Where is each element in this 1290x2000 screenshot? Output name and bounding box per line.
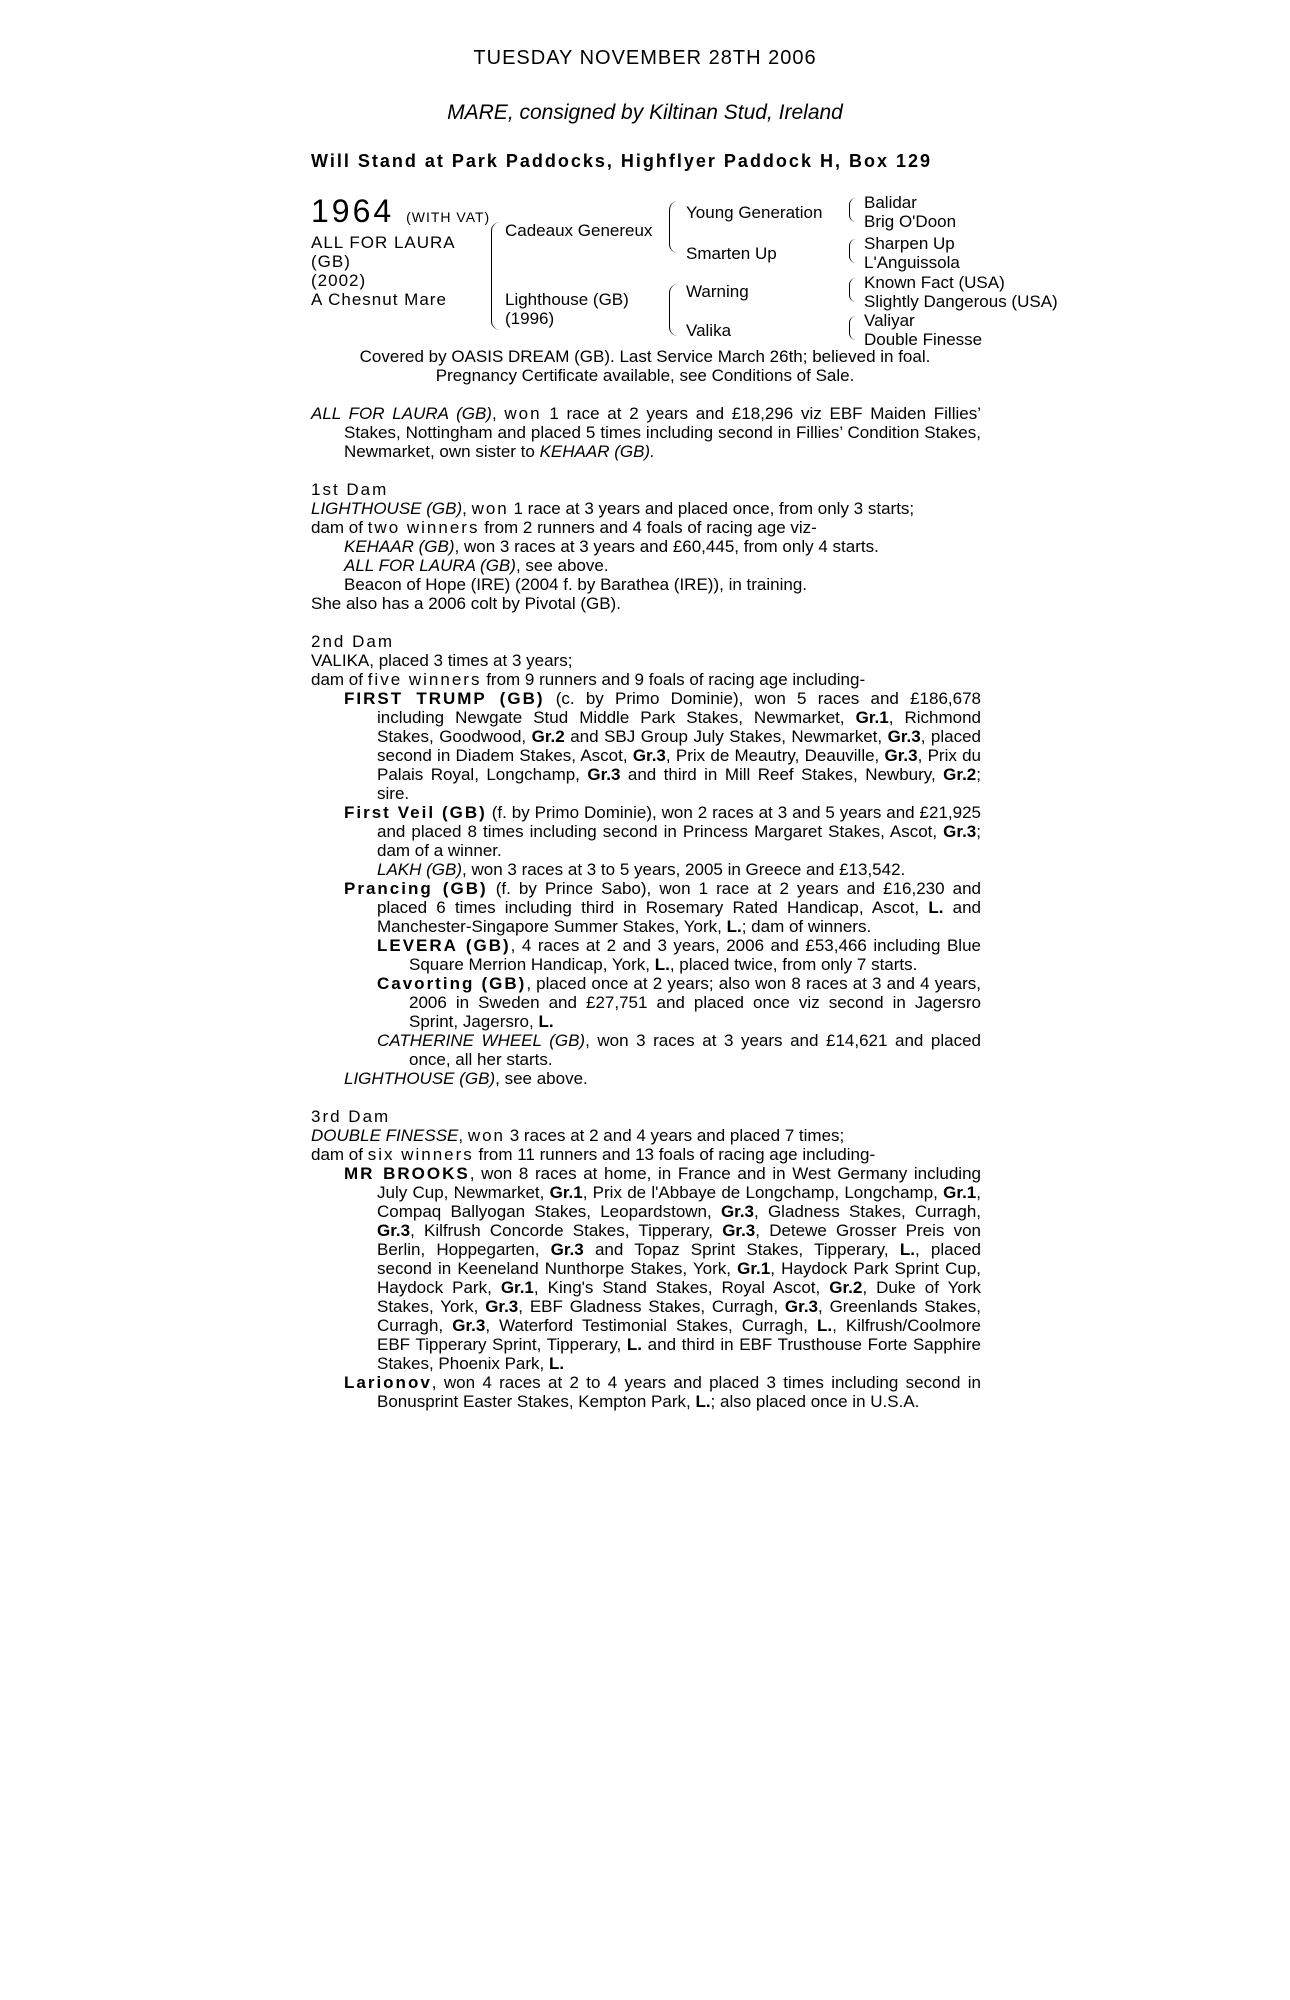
produce-text: , EBF Gladness Stakes, Curragh, [518,1297,785,1316]
produce-text: and Topaz Sprint Stakes, Tipperary, [583,1240,900,1259]
pedigree-dam-dam: Valika [686,321,732,340]
first-dam-dam-of: dam of [311,518,368,537]
produce-lighthouse [311,1069,981,1088]
produce-text: ; also placed once in U.S.A. [710,1392,920,1411]
produce-text: , Richmond Stakes, Goodwood, [377,708,981,746]
first-dam-produce-2 [311,556,981,575]
pedigree-dam-year: (1996) [505,309,555,328]
pedigree-gen3-4: L'Anguissola [864,253,960,272]
third-dam-name: DOUBLE FINESSE [311,1126,459,1145]
produce-text: , Gladness Stakes, Curragh, [754,1202,982,1221]
intro-sister: KEHAAR (GB). [539,442,655,461]
grade: Gr.3 [550,1240,584,1259]
produce-text: , placed once at 2 years; also won 8 races at 3 and 4 years, 2006 in Sweden and £27,751 and placed once viz second in Jagersro Sprint, Jagersro, [409,974,982,1031]
third-dam-dam-of: dam of [311,1145,368,1164]
grade: Gr.3 [377,1221,411,1240]
covered-note [0,347,1290,385]
produce-name: ALL FOR LAURA (GB) [344,556,516,575]
produce-name: LEVERA (GB) [377,936,511,955]
first-dam-record: 1 race at 3 years and placed once, from only 3 starts; [508,499,915,518]
second-dam-heading: 2nd Dam [311,632,394,651]
produce-name: CATHERINE WHEEL (GB) [377,1031,586,1050]
listed: L. [654,955,670,974]
pedigree-gen3-2: Brig O'Doon [864,212,957,231]
third-dam-line: DOUBLE FINESSE, won 3 races at 2 and 4 years and placed 7 times; [311,1126,845,1145]
grade: Gr.1 [500,1278,534,1297]
consignment-line: MARE, consigned by Kiltinan Stud, Ireland [447,101,843,124]
produce-catherine-wheel [311,1031,981,1069]
grade: Gr.3 [884,746,918,765]
produce-text: , see above. [515,556,609,575]
lot-number-value: 1964 [311,193,395,229]
produce-first-trump [311,689,981,803]
grade: Gr.3 [722,1221,756,1240]
produce-text: , placed twice, from only 7 starts. [669,955,918,974]
gen3-brace-1 [849,198,856,222]
gen3-brace-3 [849,278,856,302]
grade: Gr.3 [485,1297,519,1316]
produce-name: Prancing (GB) [344,879,488,898]
produce-text: ; dam of a winner. [377,822,981,860]
listed: L. [726,917,742,936]
produce-text: (f. by Primo Dominie), won 2 races at 3 and 5 years and £21,925 and placed 8 times including second in Princess Margaret Stakes, Ascot, [377,803,981,841]
produce-text: and third in EBF Trusthouse Forte Sapphire Stakes, Phoenix Park, [377,1335,982,1373]
produce-text: , Kilfrush Concorde Stakes, Tipperary, [410,1221,723,1240]
pedigree-sire-sire: Young Generation [686,203,823,222]
produce-text: , Prix de l'Abbaye de Longchamp, Longchamp, [582,1183,944,1202]
grade: Gr.2 [829,1278,863,1297]
first-dam-won: won [471,499,509,518]
produce-text: , Kilfrush/Coolmore EBF Tipperary Sprint, Tipperary, [377,1316,981,1354]
vat-note: (WITH VAT) [406,209,491,225]
third-dam-won: won [467,1126,506,1145]
produce-levera [311,936,981,974]
produce-text: ; dam of winners. [741,917,872,936]
horse-name-line2: (GB) [311,252,351,271]
produce-text: , Prix de Meautry, Deauville, [665,746,885,765]
sale-date: TUESDAY NOVEMBER 28TH 2006 [473,47,817,69]
covered-line2: Pregnancy Certificate available, see Conditions of Sale. [435,366,855,385]
grade: Gr.1 [855,708,889,727]
intro-horse-name: ALL FOR LAURA (GB) [311,404,492,423]
pedigree-sire-dam: Smarten Up [686,244,777,263]
produce-text: , Haydock Park Sprint Cup, Haydock Park, [377,1259,981,1297]
grade: Gr.3 [632,746,666,765]
produce-text: , see above. [495,1069,588,1088]
catalogue-body [311,404,981,1411]
produce-text: , won 3 races at 3 to 5 years, 2005 in Greece and £13,542. [462,860,906,879]
produce-text: , Duke of York Stakes, York, [377,1278,982,1316]
listed: L. [899,1240,915,1259]
dam-parents-brace [669,284,678,336]
horse-description: A Chesnut Mare [311,290,447,309]
first-dam-winners: two winners [367,518,480,537]
grade: Gr.3 [784,1297,819,1316]
produce-cavorting [311,974,981,1031]
grade: Gr.2 [531,727,565,746]
intro-text: 1 race at 2 years and £18,296 viz EBF Maiden Fillies’ Stakes, Nottingham and placed 5 times including second in Fillies’ Condition Stakes, Newmarket, own sister to [344,404,981,461]
second-dam-winners: five winners [367,670,482,689]
produce-first-veil [311,803,981,860]
second-dam-produce-line [311,670,981,689]
produce-text: , Prix du Palais Royal, Longchamp, [377,746,982,784]
second-dam-foals: from 9 runners and 9 foals of racing age including- [481,670,866,689]
pedigree-dam [505,290,629,328]
produce-text: ; sire. [377,765,981,803]
pedigree-gen3-6: Slightly Dangerous (USA) [864,292,1058,311]
produce-name: First Veil (GB) [344,803,487,822]
produce-text: (c. by Primo Dominie), won 5 races and £186,678 including Newgate Stud Middle Park Stakes, Newmarket, [377,689,981,727]
sire-dam-brace [491,222,500,330]
listed: L. [695,1392,711,1411]
produce-text: , won 8 races at home, in France and in West Germany including July Cup, Newmarket, [377,1164,981,1202]
produce-text: , 4 races at 2 and 3 years, 2006 and £53,466 including Blue Square Merrion Handicap, York, [409,936,981,974]
first-dam-name: LIGHTHOUSE (GB) [311,499,463,518]
location-line: Will Stand at Park Paddocks, Highflyer Paddock H, Box 129 [311,151,932,171]
grade: Gr.2 [943,765,977,784]
produce-text: , Waterford Testimonial Stakes, Curragh, [485,1316,817,1335]
second-dam-line: VALIKA, placed 3 times at 3 years; [311,651,573,670]
gen3-brace-4 [849,316,856,340]
lot-number [311,194,490,234]
pedigree-gen3-5: Known Fact (USA) [864,273,1005,292]
grade: Gr.1 [737,1259,771,1278]
listed: L. [548,1354,565,1373]
first-dam-produce-1 [311,537,981,556]
produce-larionov [311,1373,981,1411]
produce-text: , placed second in Diadem Stakes, Ascot, [377,727,981,765]
first-dam-foals: from 2 runners and 4 foals of racing age viz- [479,518,817,537]
produce-name: MR BROOKS [344,1164,470,1183]
first-dam-line: LIGHTHOUSE (GB), won 1 race at 3 years and placed once, from only 3 starts; [311,499,915,518]
produce-text: , won 3 races at 3 years and £60,445, from only 4 starts. [454,537,879,556]
first-dam-also: She also has a 2006 colt by Pivotal (GB). [311,594,621,613]
grade: Gr.1 [549,1183,583,1202]
first-dam-heading: 1st Dam [311,480,389,499]
produce-prancing [311,879,981,936]
third-dam-heading: 3rd Dam [311,1107,391,1126]
pedigree-dam-name: Lighthouse (GB) [505,290,629,309]
produce-text: and third in Mill Reef Stakes, Newbury, [620,765,944,784]
produce-text: and SBJ Group July Stakes, Newmarket, [564,727,888,746]
sire-parents-brace [669,201,678,253]
grade: Gr.3 [943,822,977,841]
horse-year: (2002) [311,271,367,290]
pedigree-gen3-1: Balidar [864,193,917,212]
covered-line1: Covered by OASIS DREAM (GB). Last Service March 26th; believed in foal. [359,347,931,366]
produce-name: FIRST TRUMP (GB) [344,689,545,708]
horse-name-line1: ALL FOR LAURA [311,233,456,252]
first-dam-produce-3: Beacon of Hope (IRE) (2004 f. by Barathea (IRE)), in training. [344,575,808,594]
listed: L. [538,1012,554,1031]
produce-mr-brooks [311,1164,981,1373]
third-dam-record: 3 races at 2 and 4 years and placed 7 times; [505,1126,845,1145]
produce-text: and Manchester-Singapore Summer Stakes, York, [377,898,981,936]
produce-name: LIGHTHOUSE (GB) [344,1069,496,1088]
grade: Gr.3 [887,727,921,746]
grade: Gr.1 [943,1183,977,1202]
gen3-brace-2 [849,239,856,263]
produce-text: , Compaq Ballyogan Stakes, Leopardstown, [377,1183,981,1221]
produce-text: , won 3 races at 3 years and £14,621 and placed once, all her starts. [409,1031,981,1069]
produce-name: Larionov [344,1373,432,1392]
produce-lakh [311,860,981,879]
listed: L. [626,1335,643,1354]
produce-text: , King's Stand Stakes, Royal Ascot, [533,1278,830,1297]
third-dam-produce-line [311,1145,981,1164]
listed: L. [816,1316,833,1335]
pedigree-dam-sire: Warning [686,282,749,301]
produce-text: , placed second in Keeneland Nunthorpe Stakes, York, [377,1240,981,1278]
intro-won: won [504,404,542,423]
third-dam-winners: six winners [367,1145,474,1164]
pedigree-gen3-8: Double Finesse [864,330,983,349]
pedigree-gen3-7: Valiyar [864,311,915,330]
produce-text: , Greenlands Stakes, Curragh, [377,1297,981,1335]
listed: L. [928,898,944,917]
third-dam-foals: from 11 runners and 13 foals of racing age including- [473,1145,876,1164]
intro-paragraph: ALL FOR LAURA (GB), won 1 race at 2 years and £18,296 viz EBF Maiden Fillies’ Stakes, Nottingham and placed 5 times including second in Fillies’ Condition Stakes, Newmarket, own sister to KEHAAR (GB). [311,404,981,461]
grade: Gr.3 [720,1202,755,1221]
produce-text: , Detewe Grosser Preis von Berlin, Hoppegarten, [377,1221,981,1259]
produce-name: Cavorting (GB) [377,974,527,993]
produce-text: (f. by Prince Sabo), won 1 race at 2 years and £16,230 and placed 6 times including third in Rosemary Rated Handicap, Ascot, [377,879,981,917]
pedigree-gen3-3: Sharpen Up [864,234,955,253]
first-dam-produce-line [311,518,981,537]
second-dam-dam-of: dam of [311,670,368,689]
grade: Gr.3 [452,1316,486,1335]
pedigree-sire: Cadeaux Genereux [505,221,653,240]
produce-name: KEHAAR (GB) [344,537,455,556]
grade: Gr.3 [587,765,621,784]
produce-name: LAKH (GB) [377,860,463,879]
horse-identity [311,233,456,309]
produce-text: , won 4 races at 2 to 4 years and placed 3 times including second in Bonusprint Easter Stakes, Kempton Park, [377,1373,981,1411]
